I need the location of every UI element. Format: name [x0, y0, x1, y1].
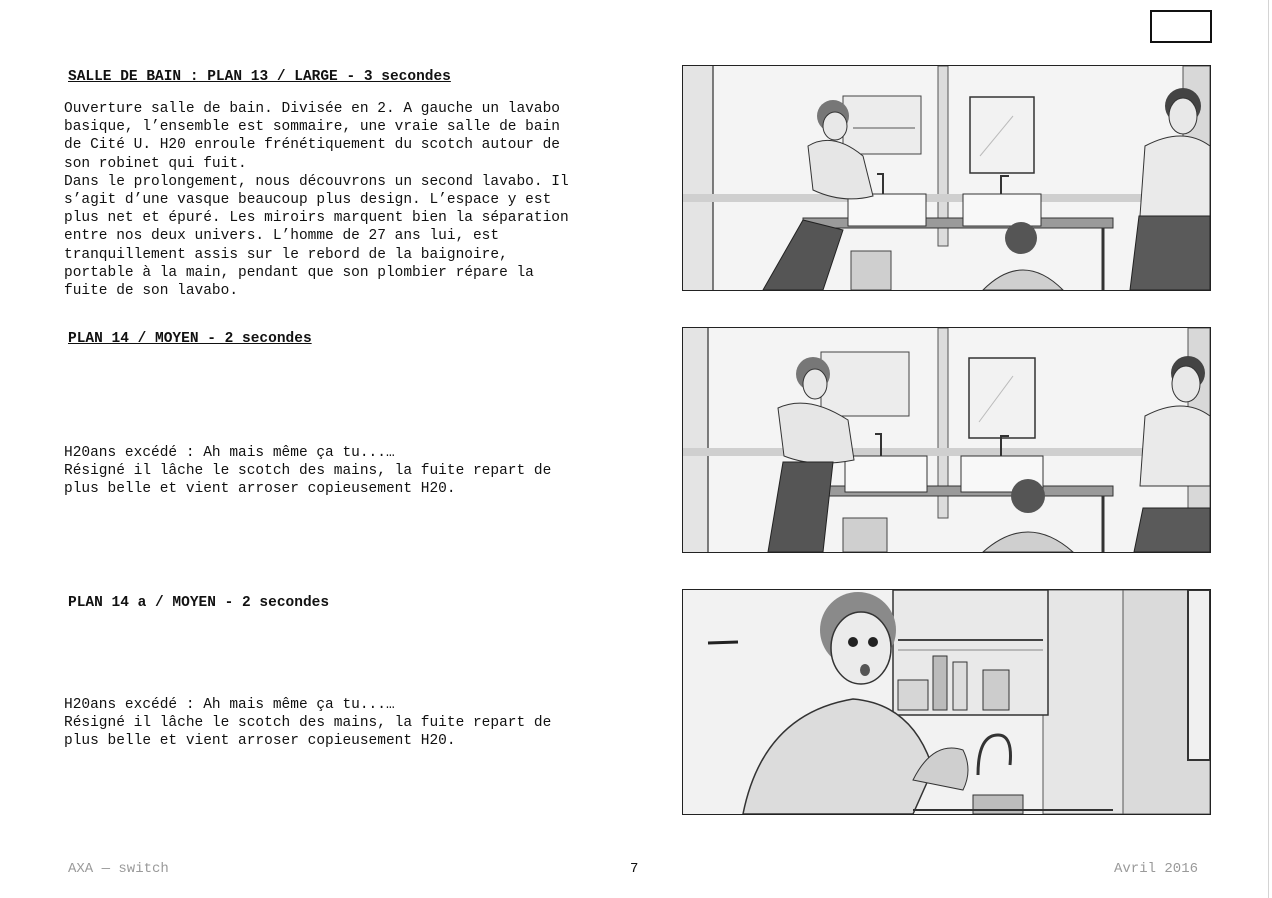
- shot-14a-line: Résigné il lâche le scotch des mains, la fuite repart de: [64, 715, 552, 732]
- shot-13-line: plus net et épuré. Les miroirs marquent bien la séparation: [64, 210, 569, 227]
- shot-14-line: Résigné il lâche le scotch des mains, la fuite repart de: [64, 463, 552, 480]
- footer-project: AXA — switch: [68, 861, 169, 877]
- shot-14a-title: PLAN 14 a / MOYEN - 2 secondes: [68, 595, 330, 611]
- shot-13-line: de Cité U. H20 enroule frénétiquement du scotch autour de: [64, 137, 560, 154]
- shot-13-line: portable à la main, pendant que son plombier répare la: [64, 264, 534, 281]
- shot-13-description: [64, 100, 624, 300]
- shot-13-line: fuite de son lavabo.: [64, 283, 239, 300]
- page-edge-rule: [1268, 0, 1269, 898]
- storyboard-panel-14a: [682, 589, 1211, 815]
- panel-14a-sketch: [683, 590, 1210, 814]
- shot-13-line: tranquillement assis sur le rebord de la baignoire,: [64, 246, 508, 263]
- shot-14-title: PLAN 14 / MOYEN - 2 secondes: [68, 331, 312, 347]
- shot-13-line: Ouverture salle de bain. Divisée en 2. A gauche un lavabo: [64, 101, 560, 117]
- shot-14-heading: [68, 331, 312, 347]
- shot-13-line: son robinet qui fuit.: [64, 155, 247, 172]
- shot-14-line: H20ans excédé : Ah mais même ça tu...…: [64, 445, 395, 461]
- footer-date: Avril 2016: [1114, 861, 1199, 877]
- shot-14a-line: H20ans excédé : Ah mais même ça tu...…: [64, 697, 395, 713]
- shot-13-line: s’agit d’une vasque beaucoup plus design. L’espace y est: [64, 192, 552, 209]
- storyboard-panel-13: [682, 65, 1211, 291]
- shot-14-line: plus belle et vient arroser copieusement H20.: [64, 481, 456, 498]
- panel-14-sketch: [683, 328, 1210, 552]
- shot-14a-heading: [68, 595, 329, 611]
- panel-13-sketch: [683, 66, 1210, 290]
- shot-13-line: basique, l’ensemble est sommaire, une vraie salle de bain: [64, 119, 560, 136]
- shot-13-line: Dans le prolongement, nous découvrons un second lavabo. Il: [64, 173, 569, 190]
- shot-13-line: entre nos deux univers. L’homme de 27 ans lui, est: [64, 228, 500, 245]
- shot-14a-description: [64, 696, 624, 751]
- shot-number-box: [1150, 10, 1212, 43]
- shot-13-heading: [68, 69, 451, 85]
- shot-13-location: SALLE DE BAIN :: [68, 69, 199, 85]
- shot-14-description: [64, 444, 624, 499]
- page-number: 7: [630, 861, 639, 877]
- storyboard-panel-14: [682, 327, 1211, 553]
- shot-14a-line: plus belle et vient arroser copieusement H20.: [64, 733, 456, 750]
- shot-13-title: PLAN 13 / LARGE - 3 secondes: [198, 69, 451, 85]
